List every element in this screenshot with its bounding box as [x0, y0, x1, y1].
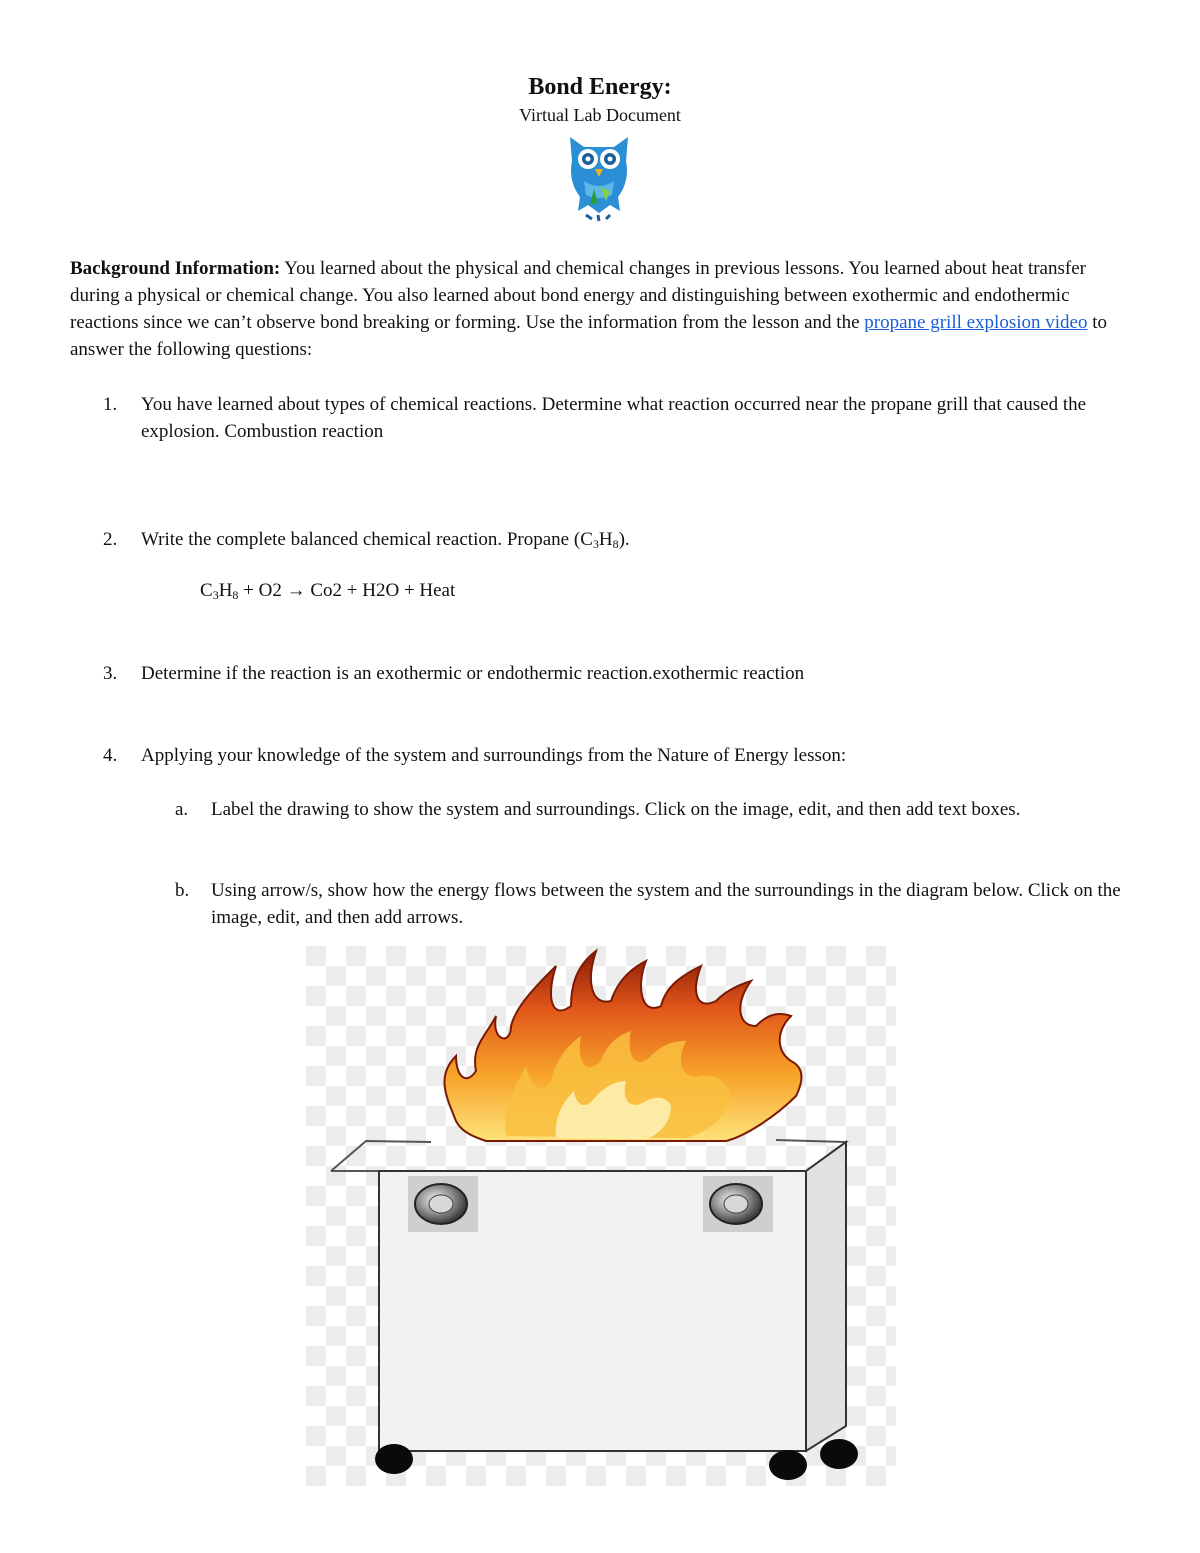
- grill-knob-icon: [703, 1176, 773, 1232]
- question-text: You have learned about types of chemical reactions. Determine what reaction occurred near the propane grill that caused the explosion. Combustion reaction: [141, 394, 1087, 442]
- question-text: Determine if the reaction is an exothermic or endothermic reaction.exothermic reaction: [141, 663, 805, 684]
- background-text-2: to answer the following questions:: [70, 312, 1108, 360]
- propane-video-link[interactable]: propane grill explosion video: [864, 312, 1088, 333]
- question-number: 4.: [103, 745, 118, 766]
- owl-logo-icon: [564, 131, 634, 223]
- page-subtitle: Virtual Lab Document: [519, 105, 681, 125]
- wheel-icon: [769, 1450, 807, 1480]
- question-number: 3.: [103, 663, 118, 684]
- grill-knob-icon: [408, 1176, 478, 1232]
- background-label: Background Information:: [70, 258, 281, 279]
- background-text-1: You learned about the physical and chemical changes in previous lessons. You learned about heat transfer during a physical or chemical change. You also learned about bond energy and distinguishing between exothermic and endothermic reactions since we can’t observe bond breaking or forming. Use the information from the lesson and the: [70, 258, 1086, 333]
- page-title: Bond Energy:: [528, 74, 672, 100]
- subitem-text: Using arrow/s, show how the energy flows between the system and the surroundings in the diagram below. Click on the image, edit, and then add arrows.: [211, 880, 1121, 928]
- question-number: 1.: [103, 394, 118, 415]
- chemical-equation: $C_3H_8 + O2 \to Co2 + H2O$ + Heat: [200, 580, 456, 602]
- question-number: 2.: [103, 529, 118, 550]
- background-paragraph: [70, 255, 1140, 363]
- subitem-letter: b.: [175, 880, 190, 901]
- subitem-letter: a.: [175, 799, 189, 820]
- question-text: Write the complete balanced chemical reaction. Propane $(C_3H_8)$.: [141, 529, 630, 551]
- subitem-text: Label the drawing to show the system and surroundings. Click on the image, edit, and then add text boxes.: [211, 799, 1021, 820]
- wheel-icon: [820, 1439, 858, 1469]
- grill-fire-diagram[interactable]: [306, 946, 896, 1486]
- wheel-icon: [375, 1444, 413, 1474]
- question-text: Applying your knowledge of the system and surroundings from the Nature of Energy lesson:: [141, 745, 847, 766]
